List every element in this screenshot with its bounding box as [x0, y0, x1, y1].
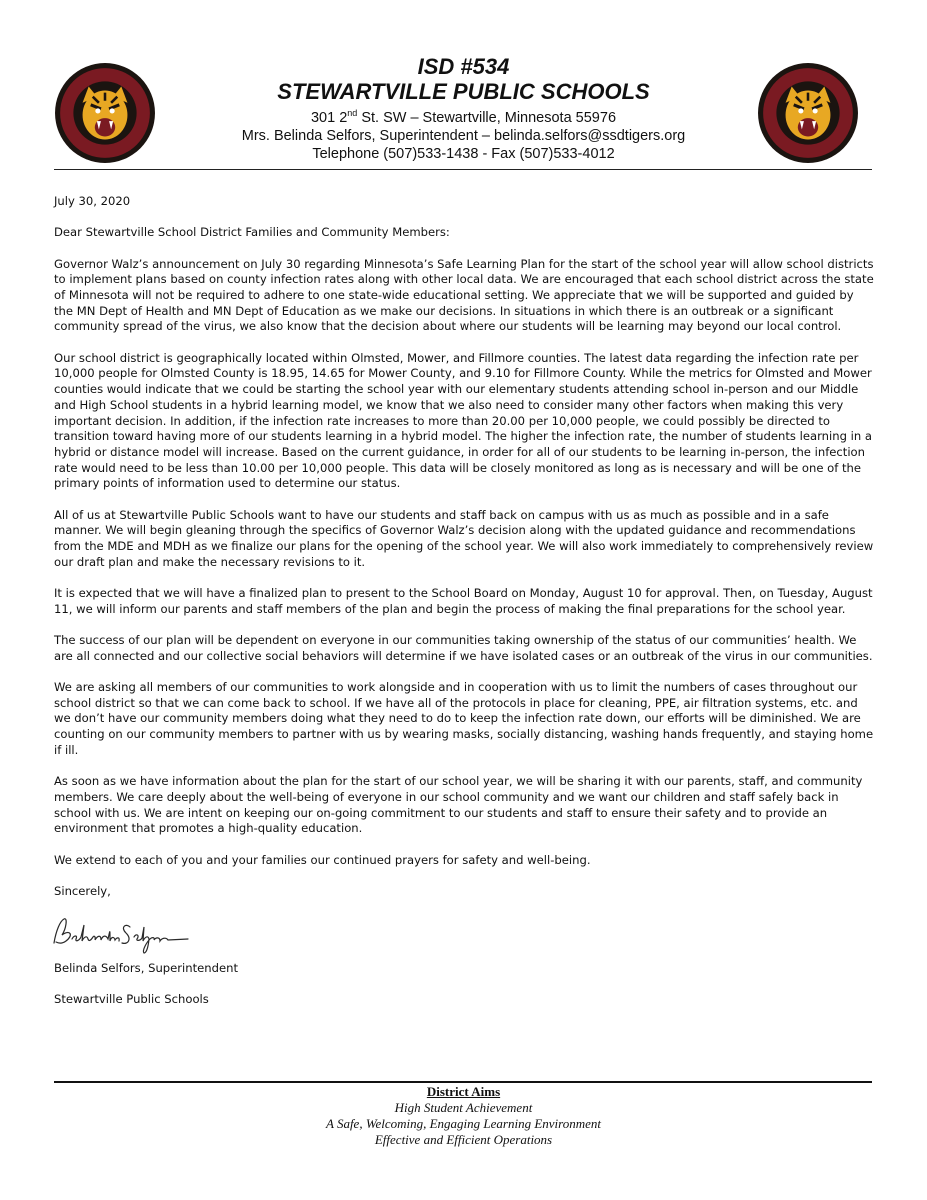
- aim-item: High Student Achievement: [394, 1100, 533, 1115]
- tiger-logo-right: [757, 62, 859, 164]
- letterhead: [0, 0, 927, 175]
- superintendent-line: Mrs. Belinda Selfors, Superintendent – belinda.selfors@ssdtigers.org: [241, 127, 686, 144]
- letter-date: July 30, 2020: [54, 194, 131, 208]
- footer-divider: [54, 1081, 872, 1083]
- aim-item: Effective and Efficient Operations: [374, 1132, 553, 1147]
- school-name: STEWARTVILLE PUBLIC SCHOOLS: [277, 79, 650, 104]
- paragraph: We are asking all members of our communities to work alongside and in cooperation with us to limit the numbers of cases throughout our school district so that we can come back to school. If we have all of the protocols in place for cleaning, PPE, air filtration systems, etc. and we don’t have our community members doing what they need to do to keep the infection rate down, our efforts will be diminished. We are counting on our community members to partner with us by wearing masks, socially distancing, washing hands frequently, and staying home if ill.: [54, 680, 874, 757]
- header-divider: [54, 169, 872, 170]
- closing: Sincerely,: [54, 883, 111, 898]
- phone-line: Telephone (507)533-1438 - Fax (507)533-4012: [312, 145, 615, 162]
- paragraph: As soon as we have information about the plan for the start of our school year, we will be sharing it with our parents, staff, and community members. We care deeply about the well-being of everyone in our school community and we want our children and staff safely back in school with us. We are intent on keeping our on-going commitment to our students and staff to ensure their safety and to provide an environment that promotes a high-quality education.: [54, 774, 863, 836]
- paragraph: Governor Walz’s announcement on July 30 regarding Minnesota’s Safe Learning Plan for the start of the school year will allow school districts to implement plans based on county infection rates along with other local data. We are encouraged that each school district across the state of Minnesota will not be required to adhere to one state-wide educational setting. We appreciate that we will be supported and guided by the MN Dept of Health and MN Dept of Education as we make our decisions. In situations in which there is an outbreak or a significant community spread of the virus, we also know that the decision about where our students will be learning may beyond our local control.: [54, 256, 874, 334]
- salutation: Dear Stewartville School District Families and Community Members:: [54, 225, 450, 240]
- letter-body: [54, 194, 874, 1024]
- district-aims: [200, 1084, 727, 1148]
- tiger-logo-left: [54, 62, 156, 164]
- handwritten-signature: [48, 913, 198, 957]
- paragraph: It is expected that we will have a finalized plan to present to the School Board on Monday, August 10 for approval. Then, on Tuesday, August 11, we will inform our parents and staff members of the plan and begin the process of making the final preparations for the school year.: [54, 586, 873, 616]
- paragraph: The success of our plan will be dependent on everyone in our communities taking ownership of the status of our communities’ health. We are all connected and our collective social behaviors will determine if we have isolated cases or an outbreak of the virus in our communities.: [54, 633, 873, 663]
- signer-name: Belinda Selfors, Superintendent: [54, 961, 239, 976]
- signer-organization: Stewartville Public Schools: [54, 992, 209, 1007]
- address-line: 301 2nd St. SW – Stewartville, Minnesota 55976: [310, 108, 617, 126]
- paragraph: We extend to each of you and your families our continued prayers for safety and well-being.: [54, 852, 591, 867]
- district-number: ISD #534: [417, 54, 510, 79]
- paragraph: Our school district is geographically located within Olmsted, Mower, and Fillmore counties. The latest data regarding the infection rate per 10,000 people for Olmsted County is 18.95, 14.65 for Mower County, and 9.10 for Fillmore County. While the metrics for Olmsted and Mower counties would indicate that we could be starting the school year with our elementary students attending school in-person and our Middle and High School students in a hybrid learning model, we know that we also need to consider many other factors when making this very important decision. In addition, if the infection rate increases to more than 20.00 per 10,000 people, we could possibly be directed to transition toward having more of our students learning in a hybrid model. The higher the infection rate, the number of students learning in a hybrid or distance model will increase. Based on the current guidance, in order for all of our students to be learning in-person, the infection rate would need to be less than 10.00 per 10,000 people. This data will be closely monitored as long as is necessary and will be one of the primary points of information used to determine our status.: [54, 350, 872, 491]
- aim-item: A Safe, Welcoming, Engaging Learning Environment: [325, 1116, 602, 1131]
- district-aims-title: District Aims: [426, 1084, 501, 1099]
- paragraph: All of us at Stewartville Public Schools want to have our students and staff back on campus with us as much as possible and in a safe manner. We will begin gleaning through the specifics of Governor Walz’s decision along with the updated guidance and recommendations from the MDE and MDH as we finalize our plans for the opening of the school year. We will also work immediately to comprehensively review our draft plan and make the necessary revisions to it.: [54, 507, 874, 569]
